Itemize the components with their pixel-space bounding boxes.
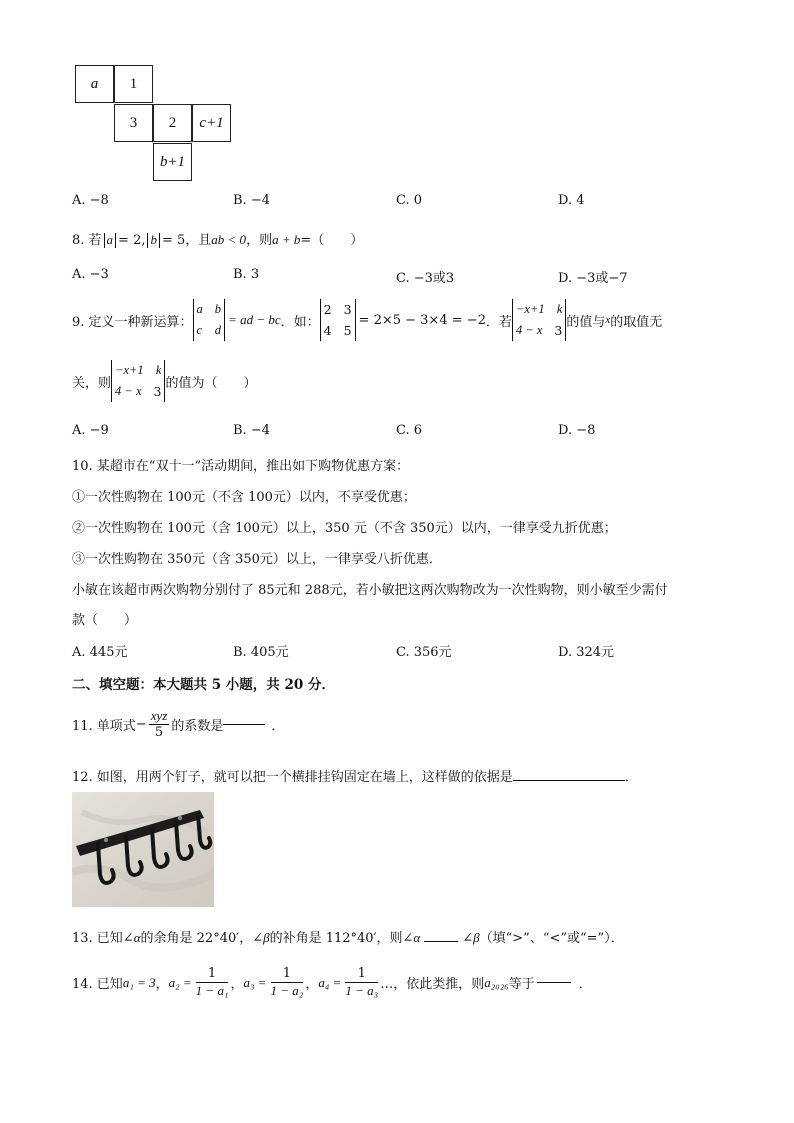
q10-rule-2: ②一次性购物在 100元（含 100元）以上，350 元（不含 350元）以内，一律享受九折优惠；	[72, 521, 617, 536]
q7-option-c: C. 0	[396, 193, 423, 208]
q10-question-line-2: 款（ ）	[72, 613, 138, 628]
q9-question-determinant: −x+1 k 4 − x 3	[111, 360, 165, 402]
question-14: 14. 已知 a₁ = 3 ， a₂ = $\frac{1}{\text{1 − a₁}}$ ， a₃ = $\frac{1}{\text{1 − a₂}}$ ， a₄ = $\frac{1}{\text{1 − a₃}}$ …，依此类推，则 a₂₀₂₆ 等于 ．	[72, 966, 592, 998]
q11-fraction: $\frac{\text{xyz}}{5}$	[150, 708, 168, 740]
q10-rule-1: ①一次性购物在 100元（不含 100元）以内，不享受优惠；	[72, 490, 416, 505]
q8-option-a: A. −3	[72, 267, 109, 282]
q9-option-a: A. −9	[72, 423, 109, 438]
q12-answer-blank[interactable]	[513, 780, 625, 781]
question-8: 8. 若 a = 2, b = 5，且ab < 0，则a + b=（ ）	[72, 232, 364, 248]
q10-option-c: C. 356元	[396, 645, 452, 660]
q14-fraction-a3: $\frac{1}{\text{1 − a₂}}$	[270, 966, 304, 998]
question-9-line-1: 9. 定义一种新运算： a b c d = ad − bc ．如： 2 3 4 5 = 2×5 − 3×4 = −2 ．若 −x+1 k 4 − x 3 的值与 x 的取值无	[72, 299, 662, 341]
hook-rack-illustration	[72, 792, 214, 907]
question-9-line-2: 关，则 −x+1 k 4 − x 3 的值为（ ）	[72, 360, 256, 402]
q9-option-b: B. −4	[233, 423, 270, 438]
hook-rack-photo	[72, 792, 214, 907]
q9-option-c: C. 6	[396, 423, 423, 438]
net-cell-3: 3	[114, 104, 153, 142]
section-2-heading: 二、填空题：本大题共 5 小题，共 20 分．	[72, 677, 335, 693]
q8-option-b: B. 3	[233, 267, 260, 282]
question-12: 12. 如图，用两个钉子，就可以把一个横排挂钩固定在墙上，这样做的依据是 ．	[72, 770, 638, 785]
net-cell-b-plus-1: b+1	[153, 143, 192, 181]
q9-option-d: D. −8	[558, 423, 596, 438]
question-13: 13. 已知∠α的余角是 22°40′，∠β的补角是 112°40′，则∠α ∠β（填“>”、“<”或“=”）．	[72, 930, 624, 946]
q9-example-determinant: 2 3 4 5	[320, 299, 356, 341]
net-cell-c-plus-1: c+1	[192, 104, 231, 142]
q10-option-a: A. 445元	[72, 645, 128, 660]
q8-option-d: D. −3或−7	[558, 271, 628, 286]
q7-option-d: D. 4	[558, 193, 585, 208]
q10-rule-3: ③一次性购物在 350元（含 350元）以上，一律享受八折优惠．	[72, 552, 442, 567]
q13-answer-blank[interactable]	[424, 941, 458, 942]
question-11: 11. 单项式 − $\frac{\text{xyz}}{5}$ 的系数是 ．	[72, 708, 285, 740]
q9-condition-determinant: −x+1 k 4 − x 3	[512, 299, 566, 341]
net-cell-2: 2	[153, 104, 192, 142]
q8-option-c: C. −3或3	[396, 271, 455, 286]
q11-answer-blank[interactable]	[223, 724, 265, 725]
net-cell-1: 1	[114, 65, 153, 103]
q10-option-b: B. 405元	[233, 645, 289, 660]
q14-fraction-a4: $\frac{1}{\text{1 − a₃}}$	[345, 966, 379, 998]
q10-question-line-1: 小敏在该超市两次购物分别付了 85元和 288元，若小敏把这两次购物改为一次性购物，则小敏至少需付	[72, 583, 668, 598]
q7-option-a: A. −8	[72, 193, 109, 208]
q14-fraction-a2: $\frac{1}{\text{1 − a₁}}$	[195, 966, 229, 998]
q9-definition-determinant: a b c d	[193, 299, 226, 341]
q7-option-b: B. −4	[233, 193, 270, 208]
q14-answer-blank[interactable]	[537, 982, 571, 983]
q10-stem: 10. 某超市在“双十一”活动期间，推出如下购物优惠方案：	[72, 459, 410, 474]
q10-option-d: D. 324元	[558, 645, 615, 660]
net-cell-a: a	[75, 65, 114, 103]
